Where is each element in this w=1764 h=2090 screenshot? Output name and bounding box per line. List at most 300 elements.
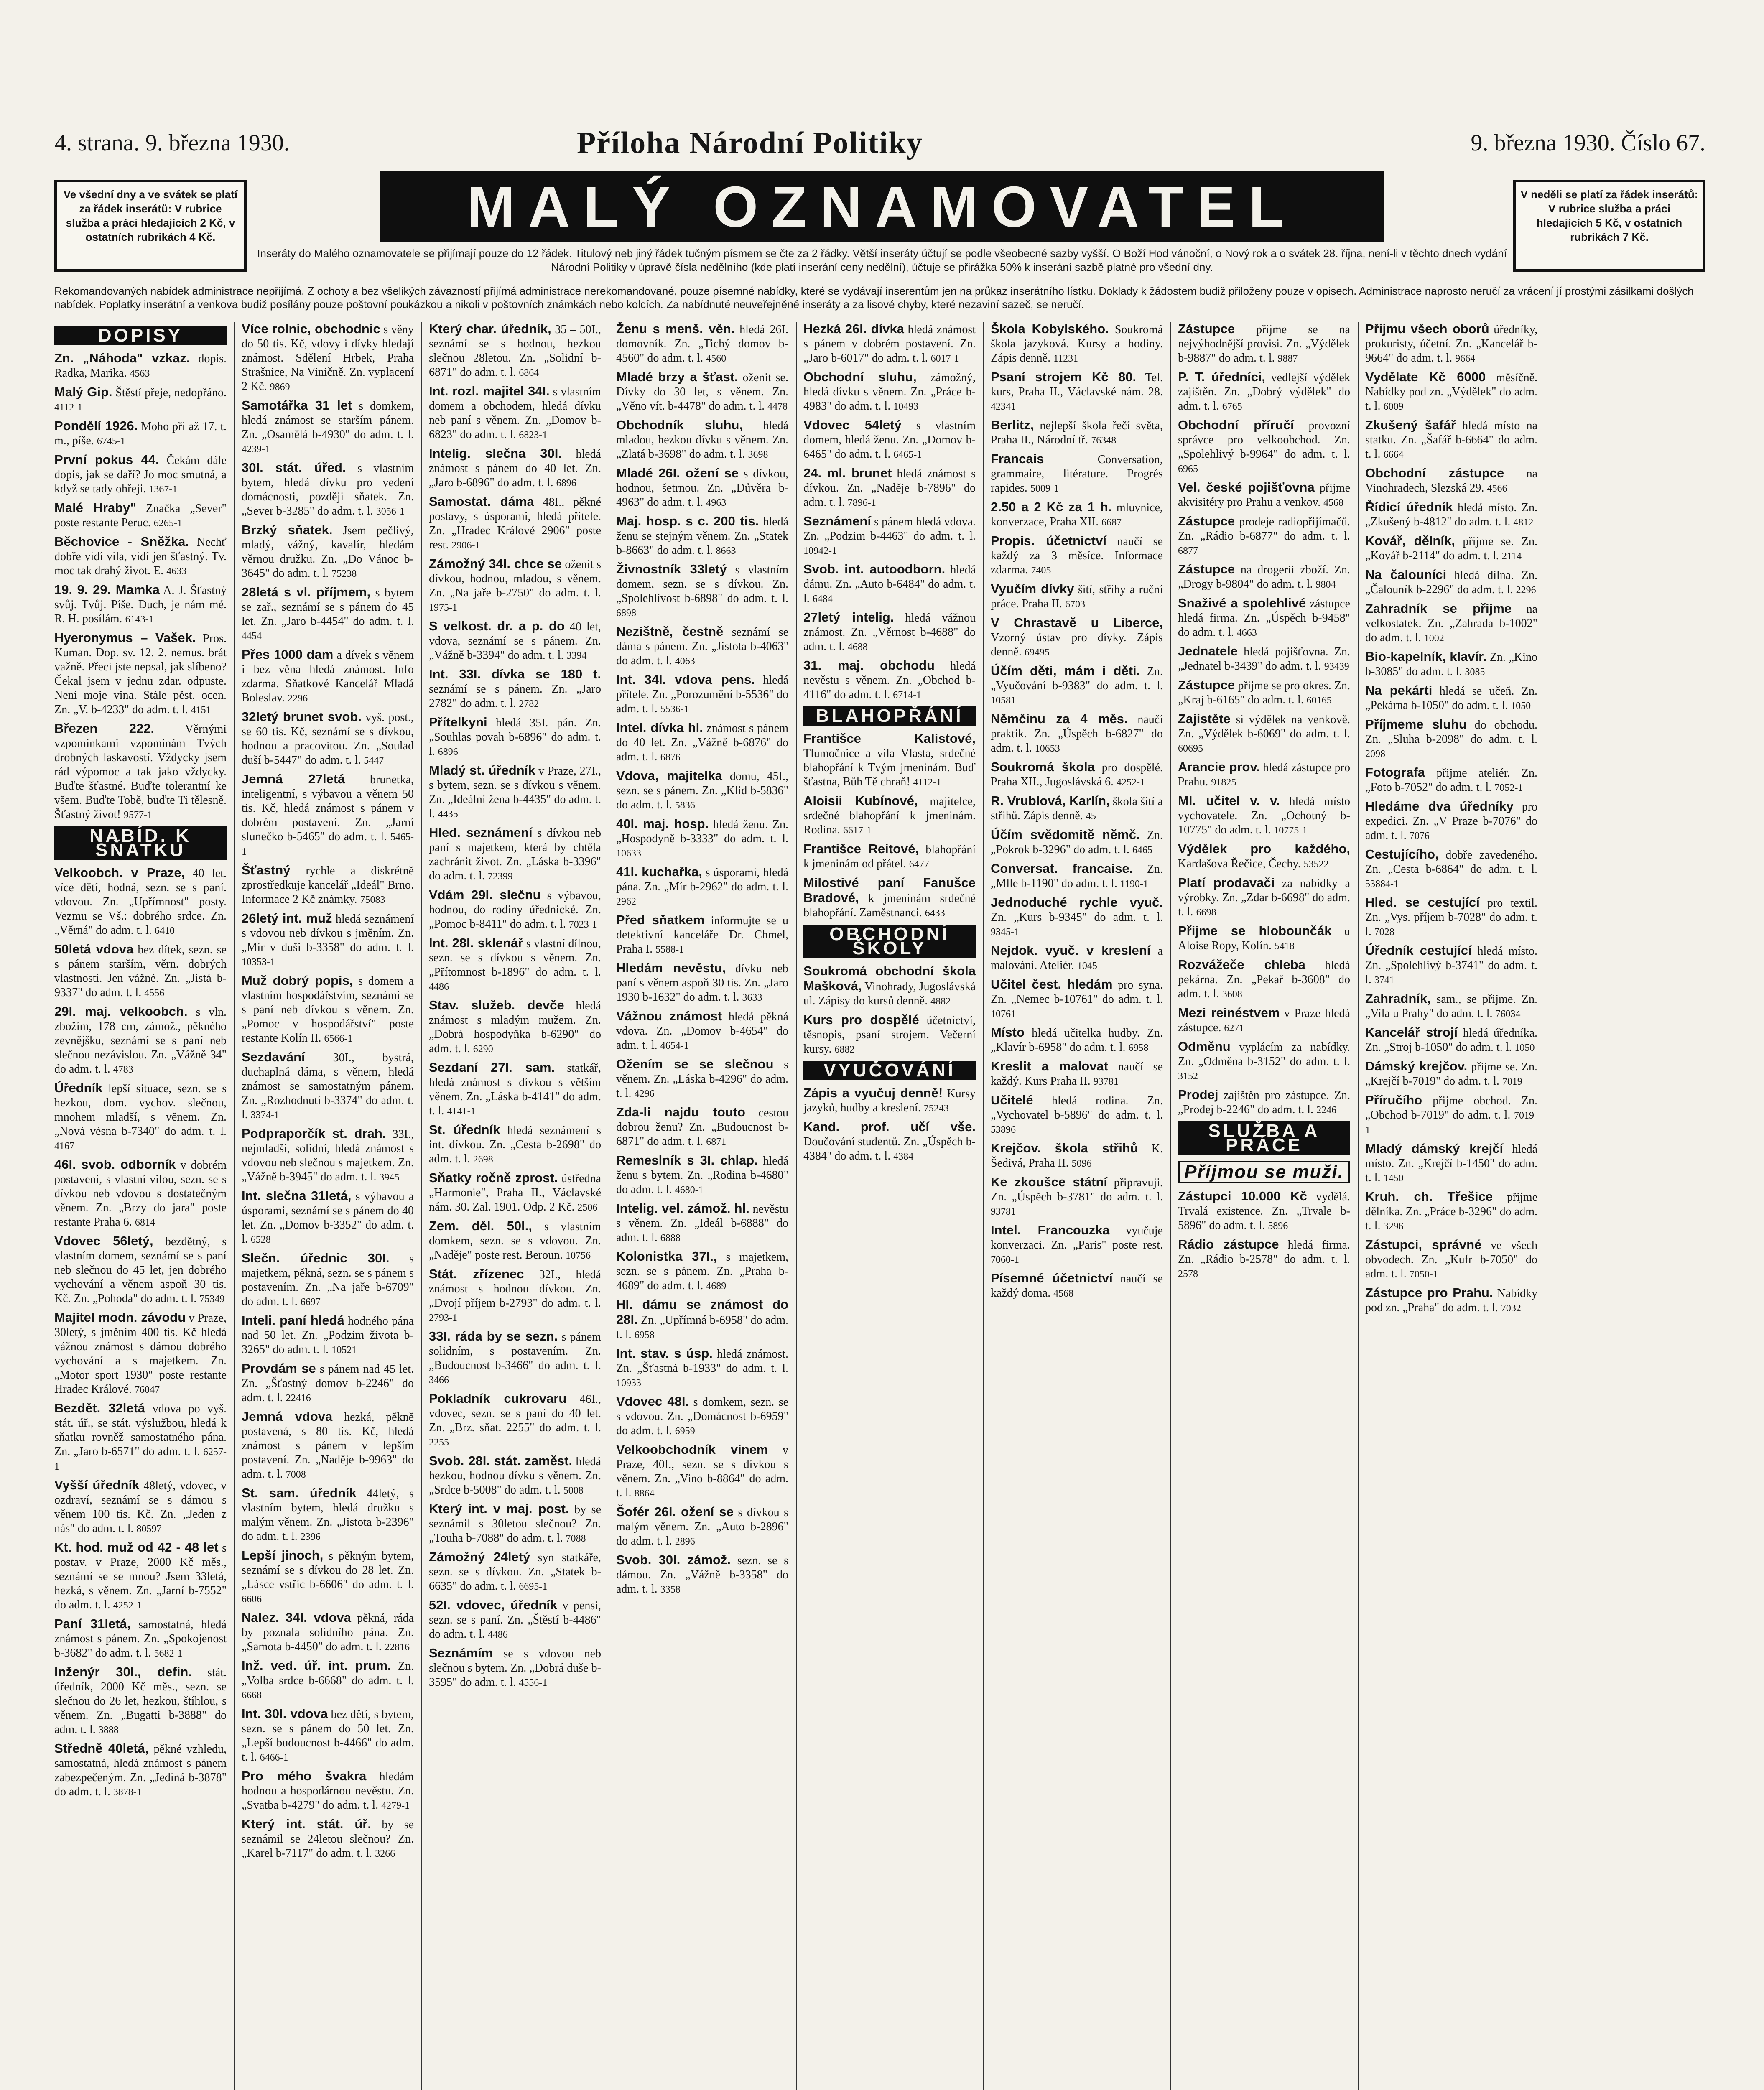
ad-number: 6888 (660, 1233, 681, 1244)
ad-number: 3608 (1222, 989, 1242, 1000)
ad-number: 6814 (135, 1217, 155, 1228)
classified-ad (1178, 1088, 1350, 1117)
classified-ad (1178, 322, 1350, 366)
ad-headline: Nejdok. vyuč. v kreslení (991, 943, 1151, 958)
ad-number: 6017-1 (930, 353, 959, 364)
ad-number: 3266 (375, 1848, 395, 1859)
ad-body: s vlastním domem a obchodem, hledá dívku neb paní s věnem. Zn. „Domov b-6823" do adm. t. l. (429, 385, 601, 441)
ad-number: 53896 (991, 1124, 1016, 1135)
classified-ad (1365, 765, 1537, 795)
ad-number: 10633 (616, 848, 641, 859)
ad-body: s postav. v Praze, 2000 Kč měs., seznámí se se mnou? Jsem 33letá, hezká, s věnem. Zn. „Jarní b-7552" do adm. t. l. (54, 1542, 227, 1611)
ad-number: 10761 (991, 1009, 1016, 1020)
ad-number: 2962 (616, 896, 636, 907)
ad-number: 5009-1 (1030, 483, 1059, 494)
classified-ad (242, 1769, 414, 1813)
classified-ad (803, 732, 976, 790)
ad-headline: Jednatele (1178, 644, 1238, 658)
ad-headline: Samotářka 31 let (242, 398, 352, 413)
classified-ad (1365, 683, 1537, 713)
ad-headline: Ožením se se slečnou (616, 1057, 774, 1071)
ad-number: 4663 (1236, 627, 1257, 638)
ad-number: 3466 (429, 1375, 449, 1386)
ad-headline: Prodej (1178, 1087, 1218, 1102)
ad-number: 6466-1 (260, 1752, 288, 1763)
ad-number: 6877 (1178, 545, 1198, 556)
ad-headline: Zámožný 34I. chce se (429, 556, 562, 571)
classified-ad (1365, 1190, 1537, 1234)
ad-headline: V Chrastavě u Liberce, (991, 615, 1163, 630)
ad-headline: Úředník (54, 1081, 103, 1095)
ad-number: 4239-1 (242, 444, 270, 455)
classified-ad (991, 534, 1163, 578)
ad-body: Kursy jazyků, hudby a kreslení. (803, 1087, 976, 1114)
ad-headline: Na pekárti (1365, 683, 1433, 698)
classified-ad (242, 1409, 414, 1482)
classified-ad (616, 1249, 788, 1293)
ad-number: 2578 (1178, 1269, 1198, 1279)
ad-headline: Kancelář strojí (1365, 1025, 1458, 1040)
ad-headline: Zástupce (1178, 562, 1235, 576)
sunday-rates-box: V neděli se platí za řádek inserátů: V rubrice služba a práci hledajících 5 Kč, v ostatních rubrikách 7 Kč. (1513, 180, 1705, 272)
ad-body: Moho při až 17. t. m., píše. (54, 420, 227, 447)
ad-headline: Soukromá obchodní škola Mašková, (803, 963, 976, 993)
classified-ad (429, 826, 601, 884)
ad-headline: První pokus 44. (54, 452, 159, 467)
classified-ad (1365, 895, 1537, 939)
ad-number: 10756 (566, 1250, 591, 1261)
ad-headline: Zápis a vyučuj denně! (803, 1086, 943, 1100)
classified-ad (1178, 1040, 1350, 1083)
classified-column (1365, 322, 1537, 2090)
ad-number: 10521 (331, 1345, 357, 1356)
ad-number: 6959 (675, 1426, 695, 1437)
ad-body: dívku neb paní s věnem aspoň 30 tis. Zn. „Jaro 1930 b-1632" do adm. t. l. (616, 962, 788, 1004)
ad-number: 7088 (566, 1533, 586, 1544)
classified-ad (1178, 480, 1350, 510)
ad-headline: Muž dobrý popis, (242, 973, 353, 988)
ad-headline: St. sam. úředník (242, 1486, 357, 1500)
ad-body: hledá pekárna. Zn. „Pekař b-3608" do adm. t. l. (1178, 959, 1350, 1000)
ad-headline: Conversat. francaise. (991, 861, 1133, 876)
ad-body: s vlastní dílnou, sezn. se s dívkou s věnem. Zn. „Přítomnost b-1896" do adm. t. l. (429, 937, 601, 979)
category-heading: DOPISY (54, 326, 227, 345)
ad-number: 3085 (1465, 667, 1485, 678)
ad-body: v Praze, 40I., sezn. se s dívkou s věnem. Zn. „Vino b-8864" do adm. t. l. (616, 1444, 788, 1499)
ad-headline: 31. maj. obchodu (803, 658, 935, 673)
classified-ad (242, 1486, 414, 1544)
ad-number: 6687 (1101, 517, 1122, 528)
ad-headline: Inž. ved. úř. int. prum. (242, 1658, 391, 1673)
classified-ad (429, 998, 601, 1056)
classified-ad (54, 1401, 227, 1474)
classified-ad (242, 1548, 414, 1606)
ad-headline: Inženýr 30I., defin. (54, 1664, 192, 1679)
ad-body: pro textil. Zn. „Vys. příjem b-7028" do adm. t. l. (1365, 897, 1537, 938)
ad-number: 10581 (991, 695, 1016, 706)
classified-column (429, 322, 601, 2090)
classified-ad (54, 1004, 227, 1077)
ad-number: 7032 (1501, 1303, 1521, 1314)
ad-number: 4112-1 (54, 402, 83, 413)
ad-number: 4252-1 (1116, 777, 1145, 788)
ad-body: Zn. „Upřímná b-6958" do adm. t. l. (616, 1314, 788, 1341)
classified-ad (1178, 1237, 1350, 1281)
ad-number: 6871 (706, 1137, 727, 1147)
ad-body: přijme se. Zn. „Krejčí b-7019" do adm. t. l. (1365, 1060, 1537, 1088)
classified-ad (429, 715, 601, 759)
ad-headline: Lepší jinoch, (242, 1548, 324, 1562)
ad-number: 2396 (300, 1532, 321, 1542)
ad-number: 4563 (130, 368, 150, 379)
ad-number: 3878-1 (113, 1787, 142, 1798)
classified-ad (429, 1550, 601, 1594)
ad-headline: Int. slečna 31letá, (242, 1188, 352, 1203)
ad-body: zástupce hledá firma. Zn. „Úspěch b-9458" do adm. t. l. (1178, 597, 1350, 639)
ad-headline: Hyeronymus – Vašek. (54, 630, 196, 645)
ad-body: hledá místo. Zn. „Spolehlivý b-3741" do adm. t. l. (1365, 945, 1537, 986)
classified-ad (429, 1219, 601, 1263)
ad-body: provozní správce pro velkoobchod. Zn. „Spolehlivý b-9964" do adm. t. l. (1178, 419, 1350, 461)
classified-ad (616, 514, 788, 558)
classified-ad (1178, 644, 1350, 674)
ad-body: s vlastním domem, sezn. se s dívkou. Zn. „Spolehlivost b-6898" do adm. t. l. (616, 563, 788, 605)
ad-body: za nabídky a výrobky. Zn. „Zdar b-6698" do adm. t. l. (1178, 877, 1350, 918)
ad-body: hodného pána nad 50 let. Zn. „Podzim života b-3265" do adm. t. l. (242, 1315, 414, 1356)
ad-headline: Šťastný (242, 863, 291, 877)
classified-ad (1365, 943, 1537, 987)
ad-body: pěkné vzhledu, samostatná, hledá známost s pánem zabezpečeným. Zn. „Jediná b-3878" do adm. t. l. (54, 1743, 227, 1798)
classified-ad (429, 667, 601, 711)
ad-number: 6695-1 (519, 1581, 548, 1592)
ad-number: 2793-1 (429, 1313, 457, 1323)
ad-number: 4252-1 (113, 1600, 142, 1611)
classified-ad (991, 895, 1163, 939)
classified-ad (1365, 799, 1537, 843)
ad-body: pro dospělé. Praha XII., Jugoslávská 6. (991, 761, 1163, 788)
ad-body: bez dítek, sezn. se s pánem starším, věrn. dobrých vlastností. Jen vážné. Zn. „Jistá b-9337" do adm. t. l. (54, 943, 227, 999)
ad-body: 46I., vdovec, sezn. se s paní do 40 let. Zn. „Brz. sňat. 2255" do adm. t. l. (429, 1393, 601, 1434)
ad-headline: 29I. maj. velkoobch. (54, 1004, 188, 1019)
classified-ad (803, 964, 976, 1009)
ad-number: 5447 (364, 755, 384, 766)
ad-headline: Intel. dívka hl. (616, 720, 703, 735)
ad-body: statkář, hledá známost s dívkou s větším věnem. Zn. „Láska b-4141" do adm. t. l. (429, 1062, 601, 1117)
ad-body: na Vinohradech, Slezská 29. (1365, 467, 1537, 494)
ad-body: 30I., bystrá, duchaplná dáma, s věnem, hledá známost se samostatným pánem. Zn. „Rozhodnutí b-3374" do adm. t. l. (242, 1051, 414, 1121)
ad-headline: Platí prodavači (1178, 875, 1275, 890)
ad-body: A. J. Šťastný svůj. Tvůj. Píše. Duch, je nám mé. R. H. posílám. (54, 584, 227, 625)
ad-headline: Zajistěte (1178, 711, 1231, 726)
ad-headline: Františce Kalistové, (803, 731, 976, 746)
ad-body: vyučuje konverzaci. Zn. „Paris" poste rest. (991, 1224, 1163, 1251)
ad-headline: Březen 222. (54, 721, 155, 736)
classified-ad (1365, 602, 1537, 645)
ad-body: Štěstí přeje, nedopřáno. (115, 386, 227, 399)
ad-body: pěkná, ráda by poznala solidního pána. Zn. „Samota b-4450" do adm. t. l. (242, 1612, 414, 1653)
ad-headline: Františce Reitové, (803, 841, 919, 856)
ad-body: Vzorný ústav pro dívky. Zápis denně. (991, 631, 1163, 658)
classified-ad (1365, 1025, 1537, 1055)
ad-number: 4654-1 (660, 1040, 689, 1051)
classified-ad (803, 370, 976, 414)
ad-body: hledá místo vychovatele. Zn. „Ochotný b-10775" do adm. t. l. (1178, 795, 1350, 836)
ad-number: 2296 (288, 693, 308, 704)
ad-body: Conversation, grammaire, litérature. Progrés rapides. (991, 453, 1163, 494)
ad-number: 93781 (991, 1206, 1016, 1217)
ad-headline: 27letý intelig. (803, 610, 894, 624)
category-heading: VYUČOVÁNÍ (803, 1061, 976, 1080)
ad-number: 4812 (1513, 517, 1534, 528)
ad-body: s pěkným bytem, seznámí se s dívkou do 28 let. Zn. „Lásce vstříc b-6606" do adm. t. l. (242, 1550, 414, 1591)
ad-headline: Berlitz, (991, 418, 1034, 432)
ad-headline: Sezdavání (242, 1050, 305, 1064)
ad-body: hledá seznámení s int. dívkou. Zn. „Cesta b-2698" do adm. t. l. (429, 1124, 601, 1165)
ad-number: 4568 (1323, 497, 1344, 508)
ad-body: naučí praktik. Zn. „Úspěch b-6827" do adm. t. l. (991, 713, 1163, 754)
classified-ad (242, 1659, 414, 1703)
ad-body: vyplácím za nabídky. Zn. „Odměna b-3152" do adm. t. l. (1178, 1041, 1350, 1068)
ad-headline: Int. 28I. sklenář (429, 935, 523, 950)
classified-ad (242, 647, 414, 706)
ad-headline: Int. 34I. vdova pens. (616, 672, 755, 687)
ad-headline: Vážnou známost (616, 1009, 722, 1023)
ad-headline: Který char. úředník, (429, 322, 551, 336)
ad-body: hledá 35I. pán. Zn. „Souhlas povah b-6896" do adm. t. l. (429, 716, 601, 758)
ad-number: 6606 (242, 1594, 262, 1605)
ad-body: hledá známost s pánem v dobrém postavení. Zn. „Jaro b-6017" do adm. t. l. (803, 323, 976, 364)
classified-ad (991, 861, 1163, 891)
ad-number: 11231 (1053, 353, 1078, 364)
ad-body: hledá hezkou, hodnou dívku s věnem. Zn. „Srdce b-5008" do adm. t. l. (429, 1455, 601, 1496)
ad-number: 6714-1 (893, 690, 922, 701)
ad-headline: Šofér 26I. ožení se (616, 1504, 734, 1519)
ad-number: 1050 (1511, 701, 1531, 711)
classified-ad (242, 1707, 414, 1765)
ad-headline: 2.50 a 2 Kč za 1 h. (991, 500, 1112, 514)
classified-ad (429, 384, 601, 442)
ad-body: stát. úředník, 2000 Kč měs., sezn. se slečnou do 26 let, hezkou, štíhlou, s věnem. Zn. „Bugatti b-3888" do adm. t. l. (54, 1666, 227, 1736)
ad-body: s pánem hledá vdova. Zn. „Podzim b-4463" do adm. t. l. (803, 515, 976, 543)
ad-body: hezká, pěkně postavená, s 80 tis. Kč, hledá známost s pánem v lepším postavení. Zn. „Naděje b-9963" do adm. t. l. (242, 1411, 414, 1481)
ad-headline: Psaní strojem Kč 80. (991, 370, 1137, 384)
classified-ad (991, 1059, 1163, 1089)
ad-body: s dívkou s malým věnem. Zn. „Auto b-2896" do adm. t. l. (616, 1506, 788, 1547)
ad-body: Čekám dále dopis, jak se daří? Jo moc smutná, a když se tady ohřeji. (54, 454, 227, 495)
ad-headline: Int. rozl. majitel 34I. (429, 384, 550, 398)
ad-number: 93781 (1093, 1076, 1119, 1087)
ad-number: 10775-1 (1274, 825, 1308, 836)
ad-body: v Praze, 27I., s bytem, sezn. se s dívkou s věnem. Zn. „Ideální žena b-4435" do adm. t. l. (429, 765, 601, 820)
ad-body: bezdětný, s vlastním domem, seznámí se s paní neb slečnou do 45 let, jen dobrého vychování a věnem aspoň 30 tis. Kč. Zn. „Pohoda" do adm. t. l. (54, 1235, 227, 1305)
classified-ad (991, 794, 1163, 823)
ad-headline: Pro mého švakra (242, 1769, 367, 1783)
ad-body: s dívkou neb paní s majetkem, která by chtěla zachránit život. Zn. „Láska b-3396" do adm. t. l. (429, 827, 601, 882)
classified-ad (429, 494, 601, 553)
ad-body: s výbavou, hodnou, do rodiny úřednické. Zn. „Pomoc b-8411" do adm. t. l. (429, 889, 601, 930)
page-date-left: 4. strana. 9. března 1930. (54, 130, 290, 156)
ad-headline: Obchodník sluhu, (616, 418, 743, 432)
classified-ad (991, 1093, 1163, 1137)
ad-body: hledá dílna. Zn. „Čalouník b-2296" do adm. t. l. (1365, 569, 1537, 596)
ad-body: v dobrém postavení, s vlastní vilou, sezn. se s dívkou neb vdovou s dostatečným věnem. Zn. „Brzy do jara" poste restante Praha 6. (54, 1159, 227, 1229)
ad-body: s vlastním bytem, hledá dívku pro vedení domácnosti, později sňatek. Zn. „Sever b-3285" do adm. t. l. (242, 462, 414, 517)
ad-number: 5682-1 (154, 1648, 183, 1659)
ad-body: a dívek s věnem i bez věna hledá známost. Info zdarma. Sňatkové Kancelář Mladá Boleslav. (242, 649, 414, 704)
ad-body: nejlepší škola řečí světa, Praha II., Národní tř. (991, 419, 1163, 446)
ad-number: 6617-1 (843, 825, 872, 836)
ad-number: 9804 (1315, 579, 1336, 590)
ad-number: 6664 (1383, 449, 1404, 460)
ad-number: 4566 (1487, 483, 1507, 494)
classified-ad (1365, 534, 1537, 563)
ad-number: 93439 (1324, 661, 1349, 672)
classified-ad (242, 710, 414, 768)
ad-headline: Zámožný 24letý (429, 1550, 530, 1564)
ad-body: naučí se každý doma. (991, 1272, 1163, 1300)
ad-body: přijme se pro okres. Zn. „Kraj b-6165" do adm. t. l. (1178, 679, 1350, 706)
ad-number: 75238 (331, 568, 357, 579)
ad-headline: Přes 1000 dam (242, 647, 334, 662)
classified-ad (991, 1141, 1163, 1171)
column-rule (1170, 322, 1171, 2090)
classified-ad (242, 461, 414, 519)
ad-body: na drogerii zboží. Zn. „Drogy b-9804" do adm. t. l. (1178, 563, 1350, 591)
ad-body: hledá místo na statku. Zn. „Šafář b-6664" do adm. t. l. (1365, 419, 1537, 461)
ad-number: 60165 (1306, 695, 1332, 706)
ad-number: 6765 (1222, 401, 1242, 412)
ad-headline: Seznámím (429, 1646, 493, 1660)
administration-notice: Rekomandovaných nabídek administrace nepřijímá. Z ochoty a bez všelikých závazností přijímá administrace nerekomandované, pouze písemné nabídky, které se vydávají inserentům jen na průkaz inserátního lístku. Doklady k žádostem budiž přiloženy pouze v opisech. Administrace naprosto neručí za vrácení jí prostými zásilkami došlých nabídek. Poplatky inserátní a venkova budiž posílány pouze poštovní poukázkou a nikoli v poštovních známkách nebo kolcích. Za nabídnuté neuveřejněné inseráty a za lisové chyby, které nezaviní sazeč, se neručí. (54, 285, 1694, 311)
ad-number: 6143-1 (125, 614, 154, 625)
classified-ad (616, 1394, 788, 1438)
ad-number: 6896 (438, 747, 458, 757)
ad-number: 6965 (1178, 464, 1198, 474)
ad-number: 6271 (1224, 1023, 1244, 1034)
ad-body: hledá se učeň. Zn. „Pekárna b-1050" do adm. t. l. (1365, 685, 1537, 712)
ad-number: 5588-1 (655, 944, 684, 955)
classified-ad (242, 911, 414, 969)
ad-number: 75243 (923, 1103, 949, 1114)
ad-number: 10942-1 (803, 545, 837, 556)
classified-ad (991, 1175, 1163, 1219)
classified-ad (54, 631, 227, 717)
ad-body: s domem a vlastním hospodářstvím, seznámí se s paní neb dívkou s věnem. Zn. „Pomoc v hospodářství" poste restante Kolín II. (242, 975, 414, 1045)
ad-number: 60695 (1178, 743, 1203, 754)
ad-headline: Zda-li najdu touto (616, 1105, 745, 1119)
ad-body: hledá pěkná vdova. Zn. „Domov b-4654" do adm. t. l. (616, 1010, 788, 1052)
ad-number: 7052-1 (1494, 782, 1523, 793)
ad-headline: Bio-kapelník, klavír. (1365, 649, 1487, 664)
classified-ad (991, 322, 1163, 366)
ad-body: Kardašova Řečice, Čechy. (1178, 857, 1301, 870)
ad-number: 5896 (1268, 1221, 1288, 1231)
ad-body: 44letý, s vlastním bytem, hledá družku s malým věnem. Zn. „Jistota b-2396" do adm. t. l. (242, 1487, 414, 1543)
classified-ad (1365, 1059, 1537, 1089)
ad-headline: Přítelkyni (429, 715, 487, 729)
ad-number: 6009 (1383, 401, 1404, 412)
ad-body: v pensi, sezn. se s paní. Zn. „Štěstí b-4486" do adm. t. l. (429, 1599, 601, 1641)
ad-body: s výbavou a úsporami, seznámí se s pánem do 40 let. Zn. „Domov b-3352" do adm. t. l. (242, 1190, 414, 1246)
classified-ad (616, 865, 788, 909)
ad-headline: Snaživé a spolehlivé (1178, 596, 1306, 610)
ad-body: hledám hodnou a hospodárnou nevěstu. Zn. „Svatba b-4279" do adm. t. l. (242, 1770, 414, 1812)
ad-number: 6465 (1132, 845, 1152, 856)
ad-headline: St. úředník (429, 1122, 500, 1137)
classified-ad (616, 961, 788, 1005)
ad-headline: Zástupce (1178, 514, 1235, 528)
ad-number: 53884-1 (1365, 879, 1399, 890)
ad-body: přijme dělníka. Zn. „Práce b-3296" do adm. t. l. (1365, 1191, 1537, 1232)
ad-headline: Vdova, majitelka (616, 768, 722, 783)
ad-headline: Hled. seznámení (429, 825, 533, 840)
ad-body: úředníky, prokuristy, účetní. Zn. „Kancelář b-9664" do adm. t. l. (1365, 323, 1537, 364)
ad-headline: Sňatky ročně zprost. (429, 1170, 558, 1185)
ad-body: vdova po vyš. stát. úř., se stát. výslužbou, hledá k sňatku rovněž samostatného pána. Zn. „Jaro b-6571" do adm. t. l. (54, 1402, 227, 1458)
ad-body: s vlastním domem, hledá ženu. Zn. „Domov b-6465" do adm. t. l. (803, 419, 976, 461)
ad-body: nevěstu s věnem. Zn. „Ideál b-6888" do adm. t. l. (616, 1203, 788, 1244)
ad-number: 5096 (1071, 1158, 1092, 1169)
ad-body: hledá dámu. Zn. „Auto b-6484" do adm. t. l. (803, 563, 976, 605)
ad-body: hledá učitelka hudby. Zn. „Klavír b-6958" do adm. t. l. (991, 1027, 1163, 1054)
ad-number: 22816 (384, 1642, 410, 1653)
ad-number: 6668 (242, 1690, 262, 1701)
ad-body: hledá známost s pánem do 40 let. Zn. „Jaro b-6896" do adm. t. l. (429, 448, 601, 489)
ad-body: 40 let, vdova, seznámí se s pánem. Zn. „Vážně b-3394" do adm. t. l. (429, 620, 601, 662)
ad-body: s bytem se zař., seznámí se s pánem do 45 let. Zn. „Jaro b-4454" do adm. t. l. (242, 586, 414, 628)
ad-number: 10493 (893, 401, 919, 412)
classified-ad (616, 673, 788, 716)
ad-body: hledá místo. Zn. „Krejčí b-1450" do adm. t. l. (1365, 1143, 1537, 1184)
ad-number: 7019-1 (1365, 1110, 1537, 1136)
ad-body: ve všech obvodech. Zn. „Kufr b-7050" do adm. t. l. (1365, 1239, 1537, 1280)
ad-number: 2782 (519, 698, 539, 709)
ad-headline: Vdovec 54letý (803, 418, 902, 432)
ad-body: sam., se přijme. Zn. „Vila u Prahy" do adm. t. l. (1365, 993, 1537, 1020)
ad-body: seznámí se s pánem. Zn. „Jaro 2782" do adm. t. l. (429, 683, 601, 710)
ad-number: 76348 (1091, 435, 1117, 446)
ad-body: Zn. „Kurs b-9345" do adm. t. l. (991, 911, 1163, 924)
ad-body: přijme se na nejvýhodnější provisi. Zn. „Výdělek b-9887" do adm. t. l. (1178, 323, 1350, 364)
ad-number: 7019 (1502, 1076, 1522, 1087)
ad-body: hledá zástupce pro Prahu. (1178, 761, 1350, 788)
ad-headline: Krejčov. škola střihů (991, 1141, 1138, 1155)
classified-ad (54, 583, 227, 627)
classified-ad (1178, 958, 1350, 1002)
ad-headline: 19. 9. 29. Mamka (54, 582, 160, 597)
classified-ad (54, 942, 227, 1000)
classified-ad (242, 1313, 414, 1357)
ad-headline: Velkoobchodník vinem (616, 1442, 768, 1457)
ad-headline: Účím děti, mám i děti. (991, 663, 1140, 678)
ad-headline: Zástupci, správné (1365, 1237, 1482, 1252)
ad-headline: Řídicí úředník (1365, 500, 1453, 514)
ad-number: 6484 (812, 594, 833, 604)
ad-number: 4783 (113, 1064, 133, 1075)
ad-headline: Francais (991, 451, 1044, 466)
classified-ad (803, 418, 976, 462)
ad-number: 2114 (1501, 551, 1522, 562)
ad-headline: Běchovice - Sněžka. (54, 534, 189, 549)
ad-headline: Svob. 30I. zámož. (616, 1552, 731, 1567)
classified-ad (803, 842, 976, 872)
classified-ad (429, 1123, 601, 1167)
ad-number: 6410 (155, 925, 175, 936)
ad-headline: Int. 33I. dívka se 180 t. (429, 667, 601, 681)
ad-headline: Ženu s menš. věn. (616, 322, 735, 336)
ad-headline: Písemné účetnictví (991, 1271, 1113, 1285)
classified-ad (429, 1267, 601, 1325)
